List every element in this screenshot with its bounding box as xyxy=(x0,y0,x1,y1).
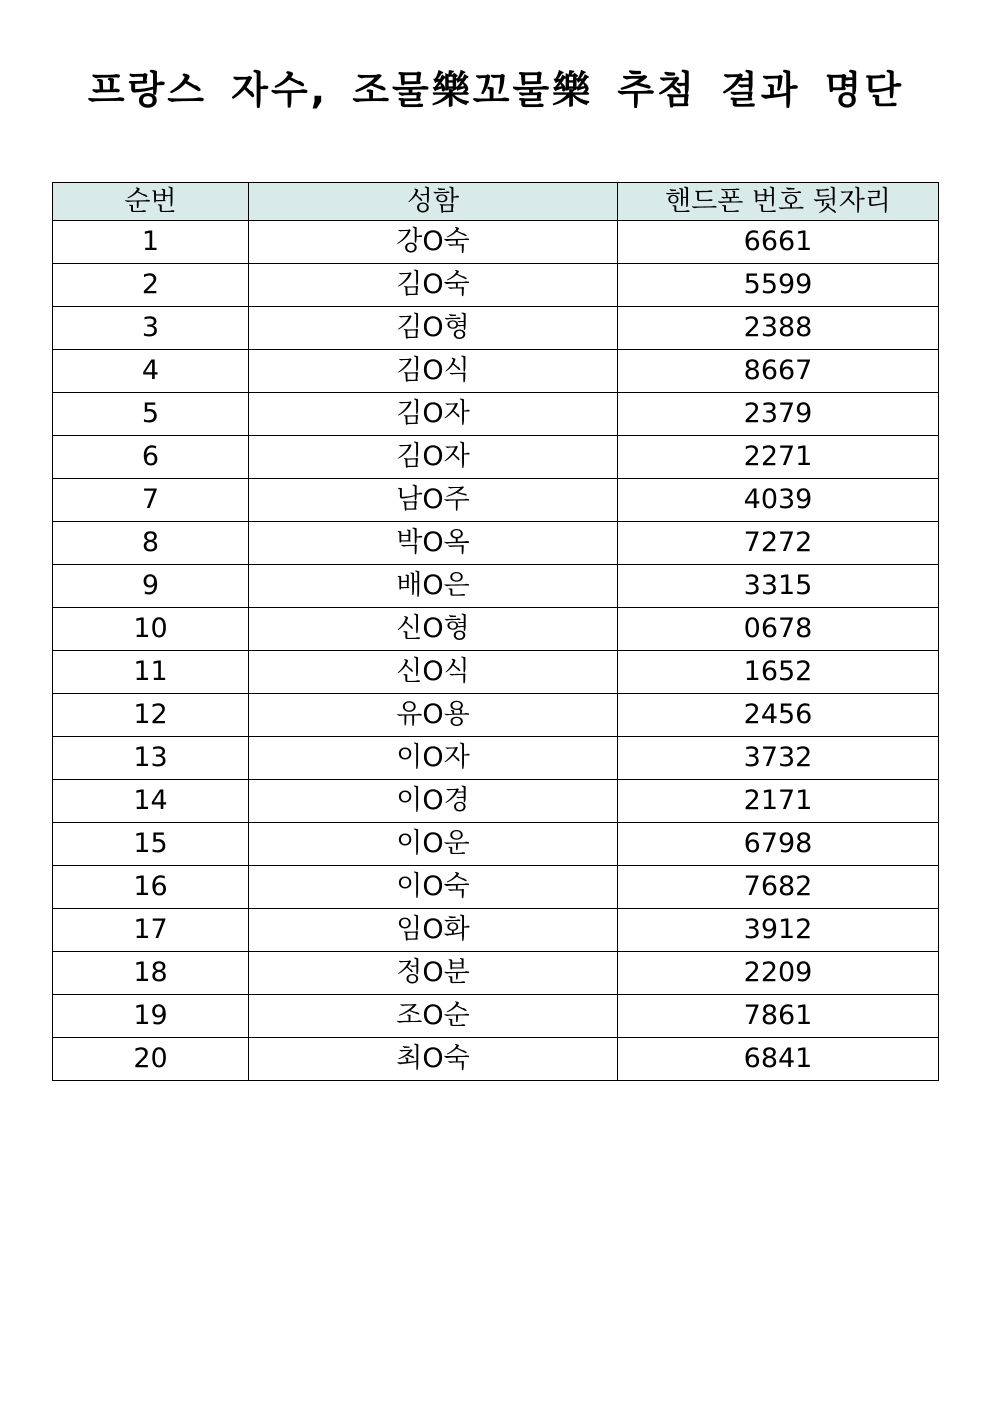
table-row xyxy=(53,737,939,780)
cell-name: 강O숙 xyxy=(249,221,618,264)
cell-number: 17 xyxy=(53,909,249,952)
column-header-phone-last-digits: 핸드폰 번호 뒷자리 xyxy=(618,183,939,221)
cell-number: 12 xyxy=(53,694,249,737)
cell-number: 11 xyxy=(53,651,249,694)
cell-phone-last: 1652 xyxy=(618,651,939,694)
cell-phone-last: 6661 xyxy=(618,221,939,264)
table-header-row xyxy=(53,183,939,221)
table-row xyxy=(53,909,939,952)
cell-name: 김O숙 xyxy=(249,264,618,307)
cell-phone-last: 2209 xyxy=(618,952,939,995)
cell-phone-last: 2388 xyxy=(618,307,939,350)
cell-name: 신O형 xyxy=(249,608,618,651)
cell-name: 이O자 xyxy=(249,737,618,780)
cell-name: 박O옥 xyxy=(249,522,618,565)
cell-phone-last: 7861 xyxy=(618,995,939,1038)
table-row xyxy=(53,780,939,823)
cell-number: 1 xyxy=(53,221,249,264)
cell-name: 이O운 xyxy=(249,823,618,866)
cell-name: 이O숙 xyxy=(249,866,618,909)
cell-name: 김O자 xyxy=(249,393,618,436)
cell-number: 13 xyxy=(53,737,249,780)
cell-number: 8 xyxy=(53,522,249,565)
cell-phone-last: 3732 xyxy=(618,737,939,780)
cell-number: 15 xyxy=(53,823,249,866)
table-row xyxy=(53,1038,939,1081)
cell-name: 이O경 xyxy=(249,780,618,823)
cell-number: 7 xyxy=(53,479,249,522)
cell-phone-last: 7272 xyxy=(618,522,939,565)
cell-number: 18 xyxy=(53,952,249,995)
winners-table xyxy=(52,182,939,1081)
cell-phone-last: 3315 xyxy=(618,565,939,608)
cell-phone-last: 4039 xyxy=(618,479,939,522)
table-row xyxy=(53,221,939,264)
table-row xyxy=(53,264,939,307)
cell-number: 2 xyxy=(53,264,249,307)
cell-phone-last: 2379 xyxy=(618,393,939,436)
table-row xyxy=(53,393,939,436)
cell-number: 10 xyxy=(53,608,249,651)
table-row xyxy=(53,436,939,479)
cell-name: 김O식 xyxy=(249,350,618,393)
cell-number: 14 xyxy=(53,780,249,823)
cell-name: 유O용 xyxy=(249,694,618,737)
page-title: 프랑스 자수, 조물樂꼬물樂 추첨 결과 명단 xyxy=(87,68,905,112)
cell-name: 정O분 xyxy=(249,952,618,995)
table-row xyxy=(53,565,939,608)
cell-name: 남O주 xyxy=(249,479,618,522)
table-row xyxy=(53,694,939,737)
cell-number: 9 xyxy=(53,565,249,608)
cell-name: 조O순 xyxy=(249,995,618,1038)
cell-name: 신O식 xyxy=(249,651,618,694)
cell-number: 3 xyxy=(53,307,249,350)
table-row xyxy=(53,995,939,1038)
cell-name: 배O은 xyxy=(249,565,618,608)
table-row xyxy=(53,952,939,995)
column-header-name: 성함 xyxy=(249,183,618,221)
cell-phone-last: 5599 xyxy=(618,264,939,307)
table-row xyxy=(53,651,939,694)
table-row xyxy=(53,479,939,522)
cell-number: 5 xyxy=(53,393,249,436)
cell-phone-last: 6841 xyxy=(618,1038,939,1081)
cell-phone-last: 6798 xyxy=(618,823,939,866)
table-row xyxy=(53,522,939,565)
cell-phone-last: 3912 xyxy=(618,909,939,952)
cell-name: 임O화 xyxy=(249,909,618,952)
cell-phone-last: 7682 xyxy=(618,866,939,909)
cell-number: 16 xyxy=(53,866,249,909)
table-row xyxy=(53,823,939,866)
cell-phone-last: 0678 xyxy=(618,608,939,651)
table-row xyxy=(53,307,939,350)
cell-phone-last: 2271 xyxy=(618,436,939,479)
cell-name: 최O숙 xyxy=(249,1038,618,1081)
column-header-number: 순번 xyxy=(53,183,249,221)
cell-name: 김O자 xyxy=(249,436,618,479)
cell-number: 20 xyxy=(53,1038,249,1081)
table-row xyxy=(53,866,939,909)
cell-number: 6 xyxy=(53,436,249,479)
cell-phone-last: 2456 xyxy=(618,694,939,737)
cell-number: 19 xyxy=(53,995,249,1038)
cell-name: 김O형 xyxy=(249,307,618,350)
cell-number: 4 xyxy=(53,350,249,393)
table-row xyxy=(53,350,939,393)
table-row xyxy=(53,608,939,651)
cell-phone-last: 8667 xyxy=(618,350,939,393)
cell-phone-last: 2171 xyxy=(618,780,939,823)
